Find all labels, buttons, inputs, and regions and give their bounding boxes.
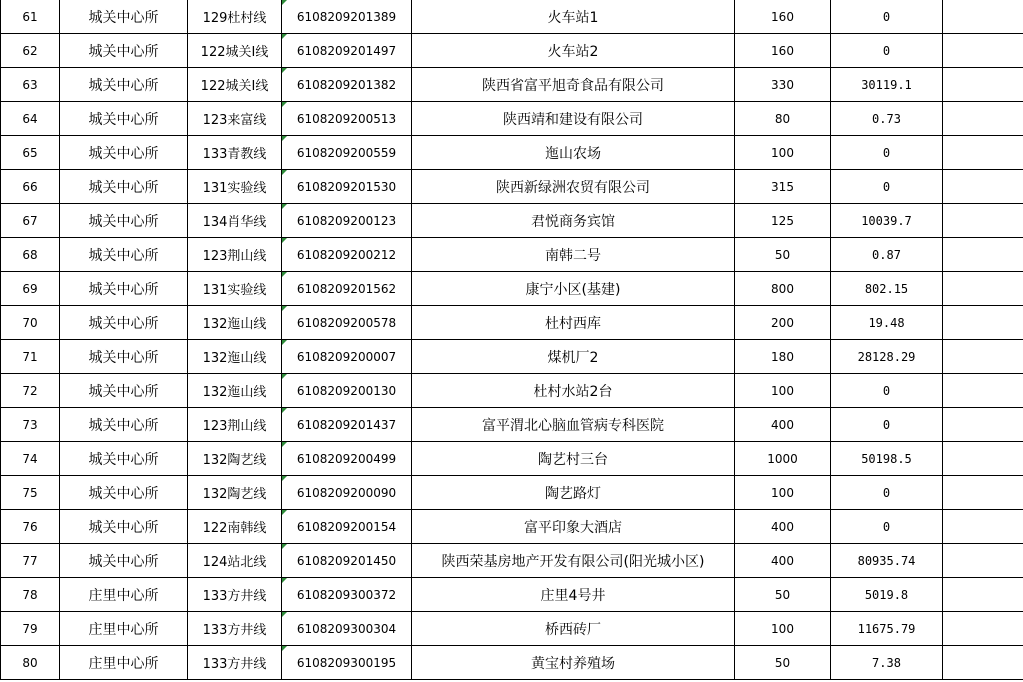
empty-cell[interactable] [943,238,1023,272]
usage-cell[interactable]: 0 [831,0,943,34]
account-code-cell[interactable] [282,102,412,136]
customer-name-cell[interactable]: 煤机厂2 [412,340,735,374]
customer-name-cell[interactable]: 陕西省富平旭奇食品有限公司 [412,68,735,102]
account-code-cell[interactable] [282,68,412,102]
capacity-cell[interactable]: 50 [735,238,831,272]
account-code-text: 6108209300372 [296,587,397,602]
usage-cell[interactable]: 0 [831,408,943,442]
usage-cell[interactable]: 0 [831,510,943,544]
capacity-cell[interactable]: 100 [735,136,831,170]
account-code-text: 6108209201497 [296,43,397,58]
table-row [1,374,1023,408]
empty-cell[interactable] [943,204,1023,238]
office-cell[interactable]: 城关中心所 [60,306,188,340]
account-code-text: 6108209300304 [296,621,397,636]
empty-cell[interactable] [943,408,1023,442]
text-number-indicator-icon [282,442,287,447]
usage-cell[interactable]: 0 [831,34,943,68]
customer-name-cell[interactable]: 火车站2 [412,34,735,68]
account-code-text: 6108209200578 [296,315,397,330]
table-row [1,238,1023,272]
capacity-cell[interactable]: 100 [735,374,831,408]
account-code-cell[interactable] [282,306,412,340]
office-cell[interactable]: 城关中心所 [60,272,188,306]
row-number-cell[interactable]: 76 [1,510,60,544]
account-code-cell[interactable] [282,340,412,374]
empty-cell[interactable] [943,646,1023,680]
text-number-indicator-icon [282,272,287,277]
capacity-cell[interactable]: 100 [735,612,831,646]
usage-cell[interactable]: 0.73 [831,102,943,136]
account-code-text: 6108209200007 [296,349,397,364]
account-code-cell[interactable] [282,612,412,646]
line-cell[interactable]: 123荆山线 [188,238,282,272]
row-number-cell[interactable]: 61 [1,0,60,34]
line-cell[interactable]: 123荆山线 [188,408,282,442]
account-code-text: 6108209201562 [296,281,397,296]
line-cell[interactable]: 133方井线 [188,646,282,680]
text-number-indicator-icon [282,340,287,345]
account-code-text: 6108209201382 [296,77,397,92]
table-row [1,170,1023,204]
account-code-text: 6108209200154 [296,519,397,534]
empty-cell[interactable] [943,34,1023,68]
account-code-text: 6108209200130 [296,383,397,398]
table-row [1,136,1023,170]
usage-cell[interactable]: 19.48 [831,306,943,340]
office-cell[interactable]: 城关中心所 [60,68,188,102]
usage-cell[interactable]: 10039.7 [831,204,943,238]
table-row [1,0,1023,34]
table-body [1,0,1023,680]
account-code-text: 6108209200499 [296,451,397,466]
capacity-cell[interactable]: 330 [735,68,831,102]
table-row [1,68,1023,102]
empty-cell[interactable] [943,136,1023,170]
empty-cell[interactable] [943,578,1023,612]
row-number-cell[interactable]: 72 [1,374,60,408]
capacity-cell[interactable]: 800 [735,272,831,306]
text-number-indicator-icon [282,34,287,39]
line-cell[interactable]: 132迤山线 [188,374,282,408]
account-code-text: 6108209200090 [296,485,397,500]
table-row [1,34,1023,68]
text-number-indicator-icon [282,408,287,413]
customer-name-cell[interactable]: 迤山农场 [412,136,735,170]
account-code-cell[interactable] [282,0,412,34]
row-number-cell[interactable]: 63 [1,68,60,102]
office-cell[interactable]: 庄里中心所 [60,646,188,680]
empty-cell[interactable] [943,374,1023,408]
row-number-cell[interactable]: 65 [1,136,60,170]
text-number-indicator-icon [282,476,287,481]
capacity-cell[interactable]: 1000 [735,442,831,476]
capacity-cell[interactable]: 400 [735,544,831,578]
line-cell[interactable]: 133方井线 [188,612,282,646]
usage-cell[interactable]: 5019.8 [831,578,943,612]
line-cell[interactable]: 132陶艺线 [188,476,282,510]
table-row [1,340,1023,374]
office-cell[interactable]: 城关中心所 [60,136,188,170]
usage-cell[interactable]: 80935.74 [831,544,943,578]
account-code-cell[interactable] [282,170,412,204]
office-cell[interactable]: 城关中心所 [60,374,188,408]
row-number-cell[interactable]: 64 [1,102,60,136]
row-number-cell[interactable]: 69 [1,272,60,306]
usage-cell[interactable]: 28128.29 [831,340,943,374]
row-number-cell[interactable]: 78 [1,578,60,612]
line-cell[interactable]: 122城关Ⅰ线 [188,34,282,68]
row-number-cell[interactable]: 66 [1,170,60,204]
office-cell[interactable]: 城关中心所 [60,0,188,34]
office-cell[interactable]: 庄里中心所 [60,578,188,612]
text-number-indicator-icon [282,306,287,311]
empty-cell[interactable] [943,170,1023,204]
table-row [1,612,1023,646]
text-number-indicator-icon [282,510,287,515]
text-number-indicator-icon [282,578,287,583]
line-cell[interactable]: 134肖华线 [188,204,282,238]
row-number-cell[interactable]: 80 [1,646,60,680]
text-number-indicator-icon [282,544,287,549]
text-number-indicator-icon [282,612,287,617]
line-cell[interactable]: 131实验线 [188,170,282,204]
line-cell[interactable]: 132陶艺线 [188,442,282,476]
capacity-cell[interactable]: 100 [735,476,831,510]
office-cell[interactable]: 城关中心所 [60,408,188,442]
empty-cell[interactable] [943,442,1023,476]
account-code-cell[interactable] [282,374,412,408]
customer-name-cell[interactable]: 陶艺村三台 [412,442,735,476]
text-number-indicator-icon [282,646,287,651]
capacity-cell[interactable]: 400 [735,408,831,442]
office-cell[interactable]: 城关中心所 [60,476,188,510]
customer-name-cell[interactable]: 庄里4号井 [412,578,735,612]
account-code-cell[interactable] [282,238,412,272]
empty-cell[interactable] [943,0,1023,34]
capacity-cell[interactable]: 80 [735,102,831,136]
row-number-cell[interactable]: 73 [1,408,60,442]
line-cell[interactable]: 133方井线 [188,578,282,612]
office-cell[interactable]: 城关中心所 [60,442,188,476]
text-number-indicator-icon [282,0,287,5]
usage-cell[interactable]: 0 [831,136,943,170]
account-code-text: 6108209201530 [296,179,397,194]
line-cell[interactable]: 131实验线 [188,272,282,306]
office-cell[interactable]: 城关中心所 [60,170,188,204]
capacity-cell[interactable]: 200 [735,306,831,340]
account-code-cell[interactable] [282,272,412,306]
account-code-text: 6108209200123 [296,213,397,228]
capacity-cell[interactable]: 160 [735,34,831,68]
table-row [1,510,1023,544]
empty-cell[interactable] [943,544,1023,578]
capacity-cell[interactable]: 180 [735,340,831,374]
customer-name-cell[interactable]: 陶艺路灯 [412,476,735,510]
text-number-indicator-icon [282,170,287,175]
office-cell[interactable]: 城关中心所 [60,340,188,374]
account-code-text: 6108209201437 [296,417,397,432]
customer-name-cell[interactable]: 杜村水站2台 [412,374,735,408]
row-number-cell[interactable]: 62 [1,34,60,68]
office-cell[interactable]: 城关中心所 [60,102,188,136]
capacity-cell[interactable]: 50 [735,578,831,612]
account-code-text: 6108209201450 [296,553,397,568]
account-code-cell[interactable] [282,408,412,442]
usage-cell[interactable]: 50198.5 [831,442,943,476]
empty-cell[interactable] [943,510,1023,544]
table-row [1,204,1023,238]
line-cell[interactable]: 132迤山线 [188,340,282,374]
account-code-text: 6108209300195 [296,655,397,670]
customer-name-cell[interactable]: 黄宝村养殖场 [412,646,735,680]
empty-cell[interactable] [943,476,1023,510]
empty-cell[interactable] [943,340,1023,374]
line-cell[interactable]: 129杜村线 [188,0,282,34]
customer-name-cell[interactable]: 富平渭北心脑血管病专科医院 [412,408,735,442]
empty-cell[interactable] [943,102,1023,136]
account-code-cell[interactable] [282,544,412,578]
capacity-cell[interactable]: 315 [735,170,831,204]
table-row [1,408,1023,442]
row-number-cell[interactable]: 74 [1,442,60,476]
empty-cell[interactable] [943,306,1023,340]
account-code-cell[interactable] [282,442,412,476]
row-number-cell[interactable]: 67 [1,204,60,238]
line-cell[interactable]: 132迤山线 [188,306,282,340]
customer-name-cell[interactable]: 陕西靖和建设有限公司 [412,102,735,136]
customer-name-cell[interactable]: 陕西荣基房地产开发有限公司(阳光城小区) [412,544,735,578]
account-code-text: 6108209200559 [296,145,397,160]
office-cell[interactable]: 城关中心所 [60,544,188,578]
account-code-cell[interactable] [282,136,412,170]
text-number-indicator-icon [282,374,287,379]
table-row [1,272,1023,306]
capacity-cell[interactable]: 160 [735,0,831,34]
usage-cell[interactable]: 7.38 [831,646,943,680]
line-cell[interactable]: 122城关Ⅰ线 [188,68,282,102]
usage-cell[interactable]: 11675.79 [831,612,943,646]
line-cell[interactable]: 133青教线 [188,136,282,170]
capacity-cell[interactable]: 50 [735,646,831,680]
account-code-cell[interactable] [282,204,412,238]
usage-cell[interactable]: 0.87 [831,238,943,272]
table-row [1,306,1023,340]
table-row [1,544,1023,578]
usage-cell[interactable]: 30119.1 [831,68,943,102]
row-number-cell[interactable]: 79 [1,612,60,646]
office-cell[interactable]: 城关中心所 [60,510,188,544]
line-cell[interactable]: 123来富线 [188,102,282,136]
table-row [1,476,1023,510]
empty-cell[interactable] [943,68,1023,102]
account-code-cell[interactable] [282,476,412,510]
table-row [1,442,1023,476]
text-number-indicator-icon [282,136,287,141]
usage-cell[interactable]: 802.15 [831,272,943,306]
table-row [1,646,1023,680]
line-cell[interactable]: 122南韩线 [188,510,282,544]
customer-name-cell[interactable]: 康宁小区(基建) [412,272,735,306]
usage-cell[interactable]: 0 [831,374,943,408]
usage-cell[interactable]: 0 [831,476,943,510]
account-code-cell[interactable] [282,578,412,612]
usage-cell[interactable]: 0 [831,170,943,204]
customer-name-cell[interactable]: 杜村西库 [412,306,735,340]
row-number-cell[interactable]: 70 [1,306,60,340]
text-number-indicator-icon [282,68,287,73]
customer-name-cell[interactable]: 富平印象大酒店 [412,510,735,544]
row-number-cell[interactable]: 75 [1,476,60,510]
text-number-indicator-icon [282,204,287,209]
office-cell[interactable]: 城关中心所 [60,238,188,272]
text-number-indicator-icon [282,238,287,243]
table-row [1,102,1023,136]
account-code-cell[interactable] [282,646,412,680]
table-row [1,578,1023,612]
customer-name-cell[interactable]: 南韩二号 [412,238,735,272]
customer-name-cell[interactable]: 陕西新绿洲农贸有限公司 [412,170,735,204]
account-code-cell[interactable] [282,34,412,68]
customer-name-cell[interactable]: 火车站1 [412,0,735,34]
capacity-cell[interactable]: 400 [735,510,831,544]
capacity-cell[interactable]: 125 [735,204,831,238]
row-number-cell[interactable]: 71 [1,340,60,374]
account-code-text: 6108209201389 [296,9,397,24]
line-cell[interactable]: 124站北线 [188,544,282,578]
office-cell[interactable]: 庄里中心所 [60,612,188,646]
customer-name-cell[interactable]: 桥西砖厂 [412,612,735,646]
customer-name-cell[interactable]: 君悦商务宾馆 [412,204,735,238]
empty-cell[interactable] [943,612,1023,646]
account-code-text: 6108209200513 [296,111,397,126]
row-number-cell[interactable]: 68 [1,238,60,272]
office-cell[interactable]: 城关中心所 [60,34,188,68]
row-number-cell[interactable]: 77 [1,544,60,578]
office-cell[interactable]: 城关中心所 [60,204,188,238]
account-code-cell[interactable] [282,510,412,544]
text-number-indicator-icon [282,102,287,107]
account-code-text: 6108209200212 [296,247,397,262]
empty-cell[interactable] [943,272,1023,306]
